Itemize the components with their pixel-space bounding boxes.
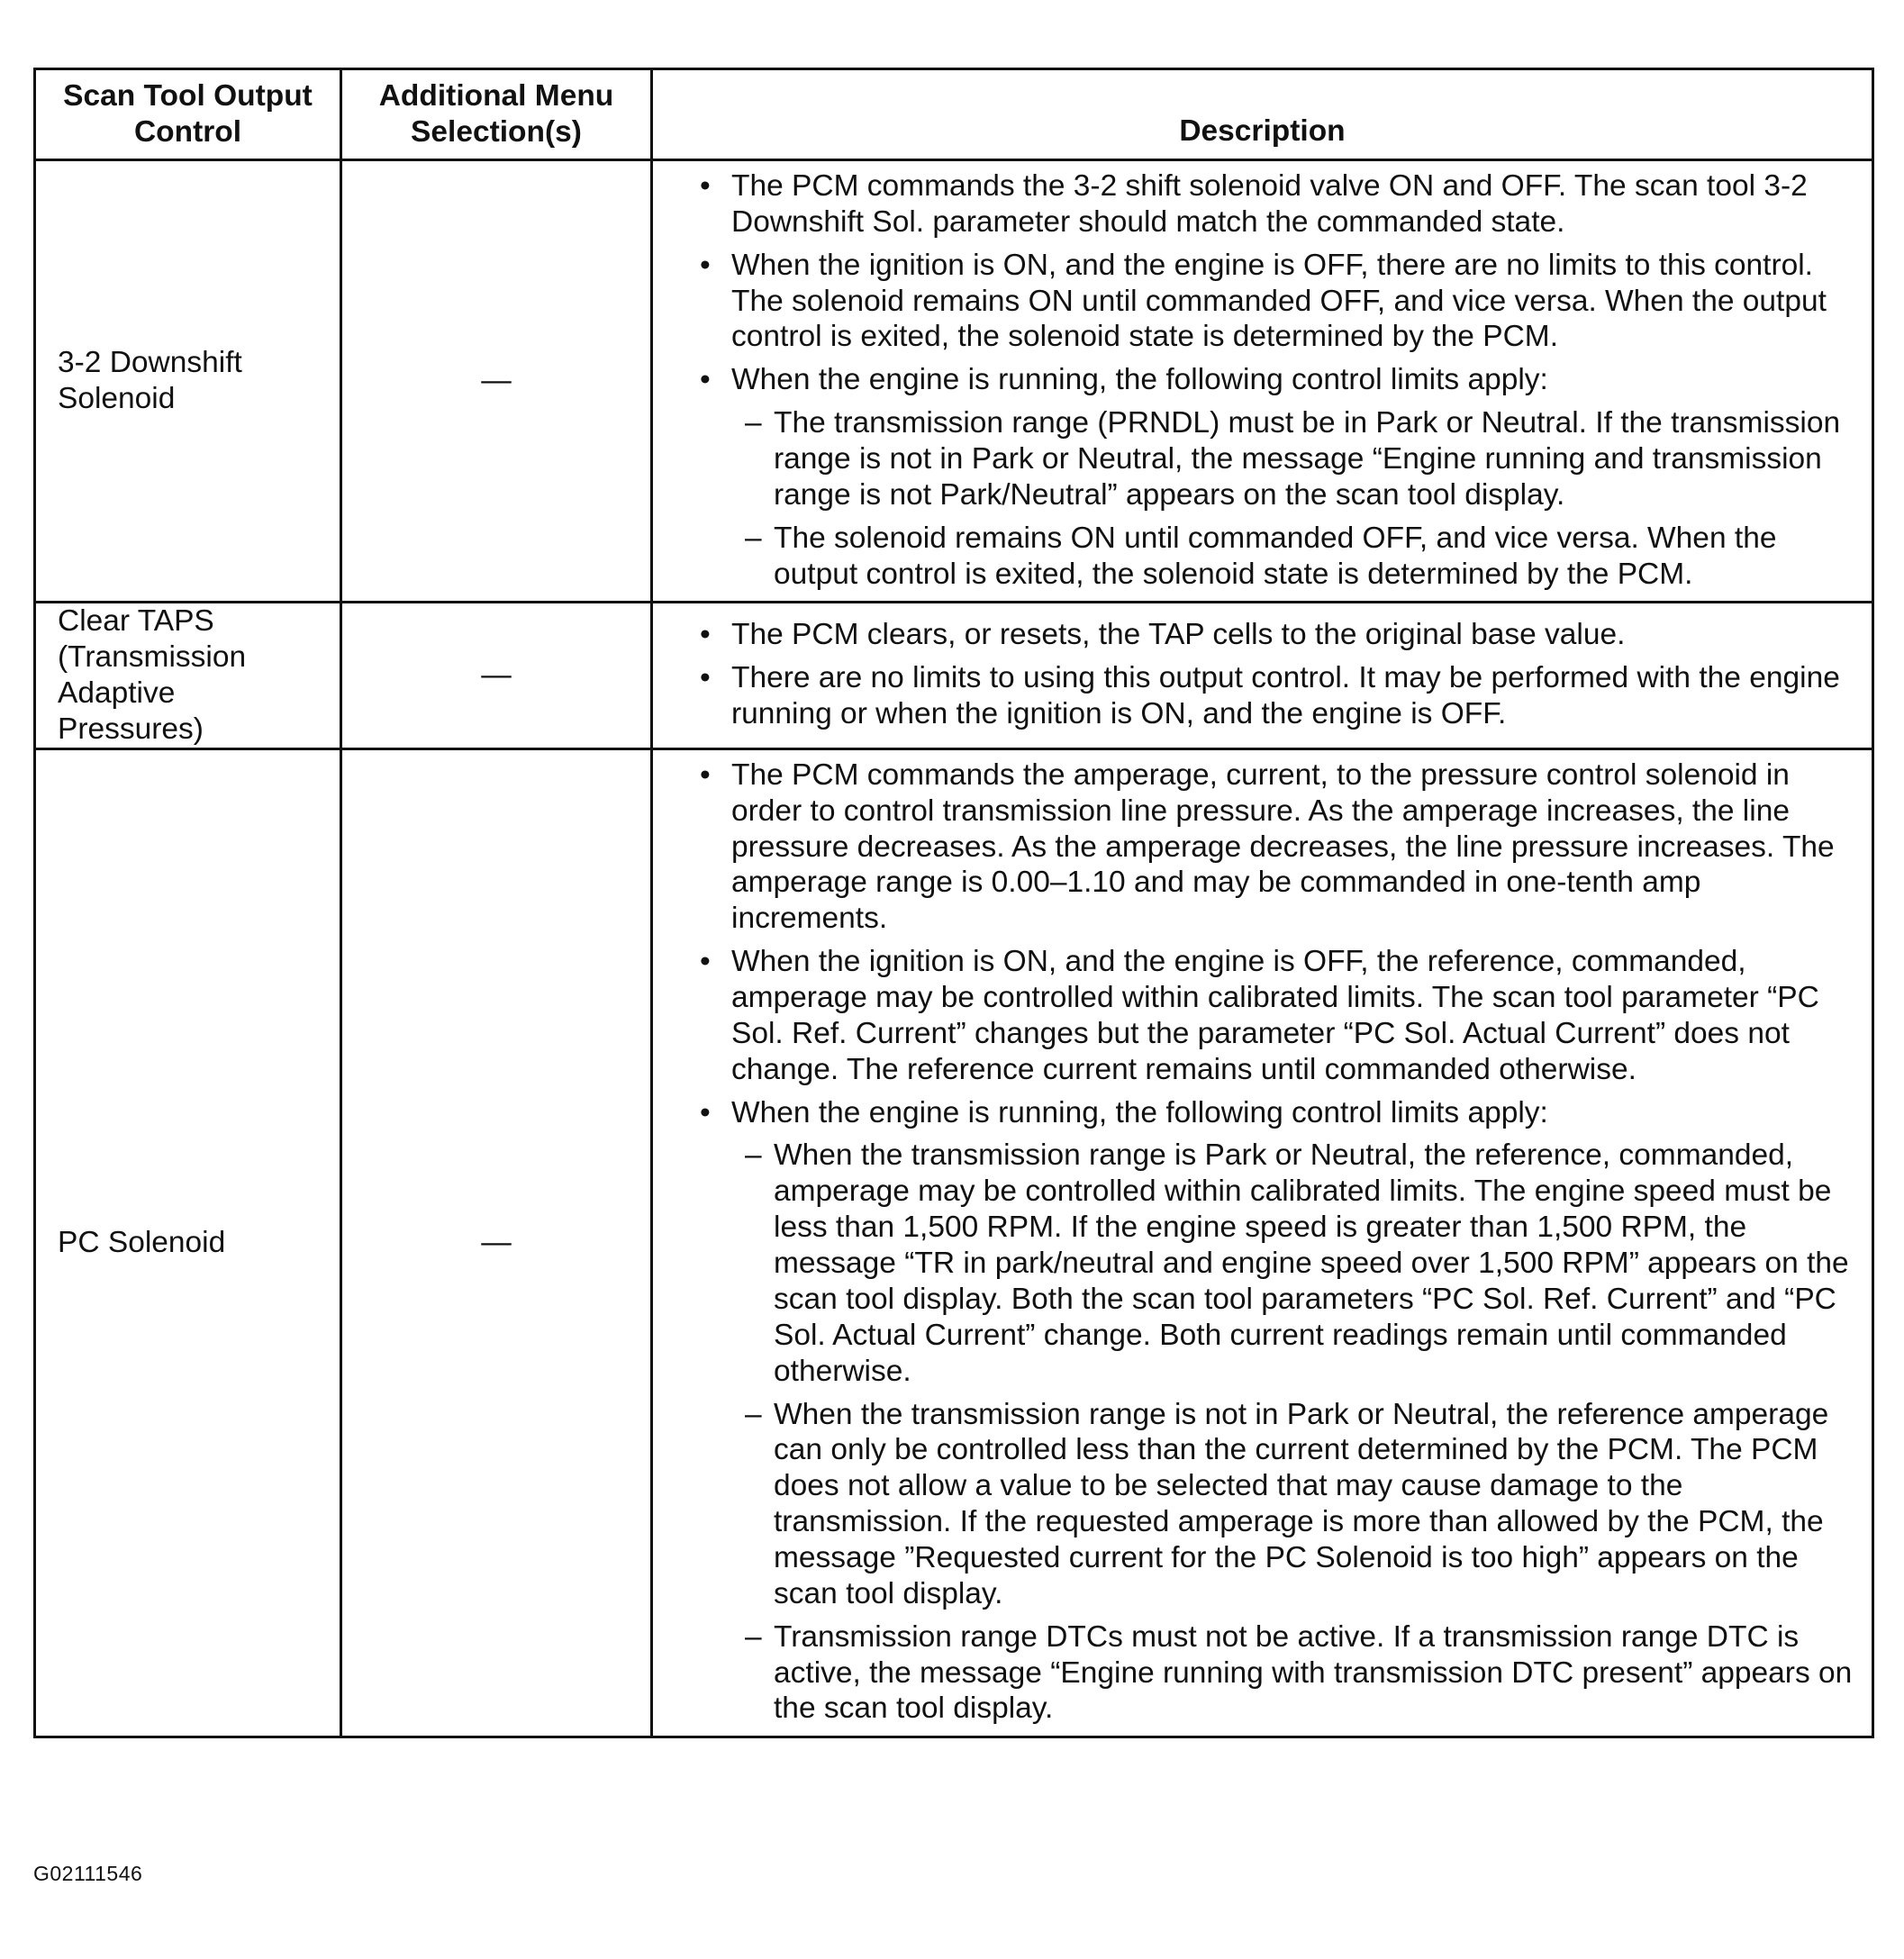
description-bullet (700, 757, 1863, 937)
output-control-name: 3-2 Downshift Solenoid (35, 160, 341, 603)
bullet-text: When the ignition is ON, and the engine is OFF, there are no limits to this control. The solenoid remains ON until commanded OFF, and vice versa. When the output control is exited, the solenoid state is determined by the PCM. (731, 248, 1827, 354)
description-cell (652, 748, 1873, 1737)
description-bullet (700, 362, 1863, 592)
output-control-table (33, 68, 1874, 1738)
sub-condition-list (731, 1138, 1863, 1727)
bullet-text: The PCM commands the 3-2 shift solenoid valve ON and OFF. The scan tool 3-2 Downshift Sol. parameter should match the commanded state. (731, 169, 1808, 239)
description-bullet (700, 617, 1863, 653)
table-row (35, 603, 1873, 748)
output-control-name: Clear TAPS (Transmission Adaptive Pressures) (35, 603, 341, 748)
menu-selection-cell: — (341, 603, 652, 748)
description-bullet-list (700, 757, 1863, 1727)
menu-selection-cell: — (341, 160, 652, 603)
header-additional-menu-selections: Additional Menu Selection(s) (341, 69, 652, 160)
description-cell (652, 160, 1873, 603)
bullet-text: The PCM clears, or resets, the TAP cells to the original base value. (731, 618, 1626, 652)
description-bullet (700, 660, 1863, 732)
bullet-text: When the engine is running, the following control limits apply: (731, 363, 1548, 397)
bullet-text: When the ignition is ON, and the engine is OFF, the reference, commanded, amperage may be controlled within calibrated limits. The scan tool parameter “PC Sol. Ref. Current” changes but the parameter “PC Sol. Actual Current” does not change. The reference current remains until commanded otherwise. (731, 945, 1819, 1086)
sub-condition-item: – The solenoid remains ON until commanded OFF, and vice versa. When the output control is exited, the solenoid state is determined by the PCM. (731, 521, 1863, 593)
table-header-row (35, 69, 1873, 160)
table-row (35, 748, 1873, 1737)
description-bullet (700, 944, 1863, 1087)
sub-condition-item: – The transmission range (PRNDL) must be in Park or Neutral. If the transmission range is not in Park or Neutral, the message “Engine running and transmission range is not Park/Neutral” appears on the scan tool display. (731, 405, 1863, 513)
bullet-text: When the engine is running, the following control limits apply: (731, 1095, 1548, 1129)
sub-condition-item: – Transmission range DTCs must not be active. If a transmission range DTC is active, the message “Engine running with transmission DTC present” appears on the scan tool display. (731, 1619, 1863, 1728)
description-bullet (700, 248, 1863, 356)
header-scan-tool-output-control: Scan Tool Output Control (35, 69, 341, 160)
header-description: Description (652, 69, 1873, 160)
figure-id-label: G02111546 (33, 1862, 143, 1885)
description-bullet-list (700, 617, 1863, 732)
description-bullet-list (700, 168, 1863, 592)
bullet-text: There are no limits to using this output control. It may be performed with the engine running or when the ignition is ON, and the engine is OFF. (731, 661, 1840, 731)
description-cell (652, 603, 1873, 748)
bullet-text: The PCM commands the amperage, current, to the pressure control solenoid in order to control transmission line pressure. As the amperage increases, the line pressure decreases. As the amperage decreases, the line pressure increases. The amperage range is 0.00–1.10 and may be commanded in one-tenth amp increments. (731, 757, 1835, 936)
sub-condition-item: – When the transmission range is not in Park or Neutral, the reference amperage can only be controlled less than the current determined by the PCM. The PCM does not allow a value to be selected that may cause damage to the transmission. If the requested amperage is more than allowed by the PCM, the message ”Requested current for the PC Solenoid is too high” appears on the scan tool display. (731, 1397, 1863, 1612)
sub-condition-item: – When the transmission range is Park or Neutral, the reference, commanded, amperage may be controlled within calibrated limits. The engine speed must be less than 1,500 RPM. If the engine speed is greater than 1,500 RPM, the message “TR in park/neutral and engine speed over 1,500 RPM” appears on the scan tool display. Both the scan tool parameters “PC Sol. Ref. Current” and “PC Sol. Actual Current” change. Both current readings remain until commanded otherwise. (731, 1138, 1863, 1389)
table-row (35, 160, 1873, 603)
menu-selection-cell: — (341, 748, 652, 1737)
output-control-name: PC Solenoid (35, 748, 341, 1737)
description-bullet (700, 1095, 1863, 1728)
sub-condition-list (731, 405, 1863, 592)
description-bullet (700, 168, 1863, 240)
